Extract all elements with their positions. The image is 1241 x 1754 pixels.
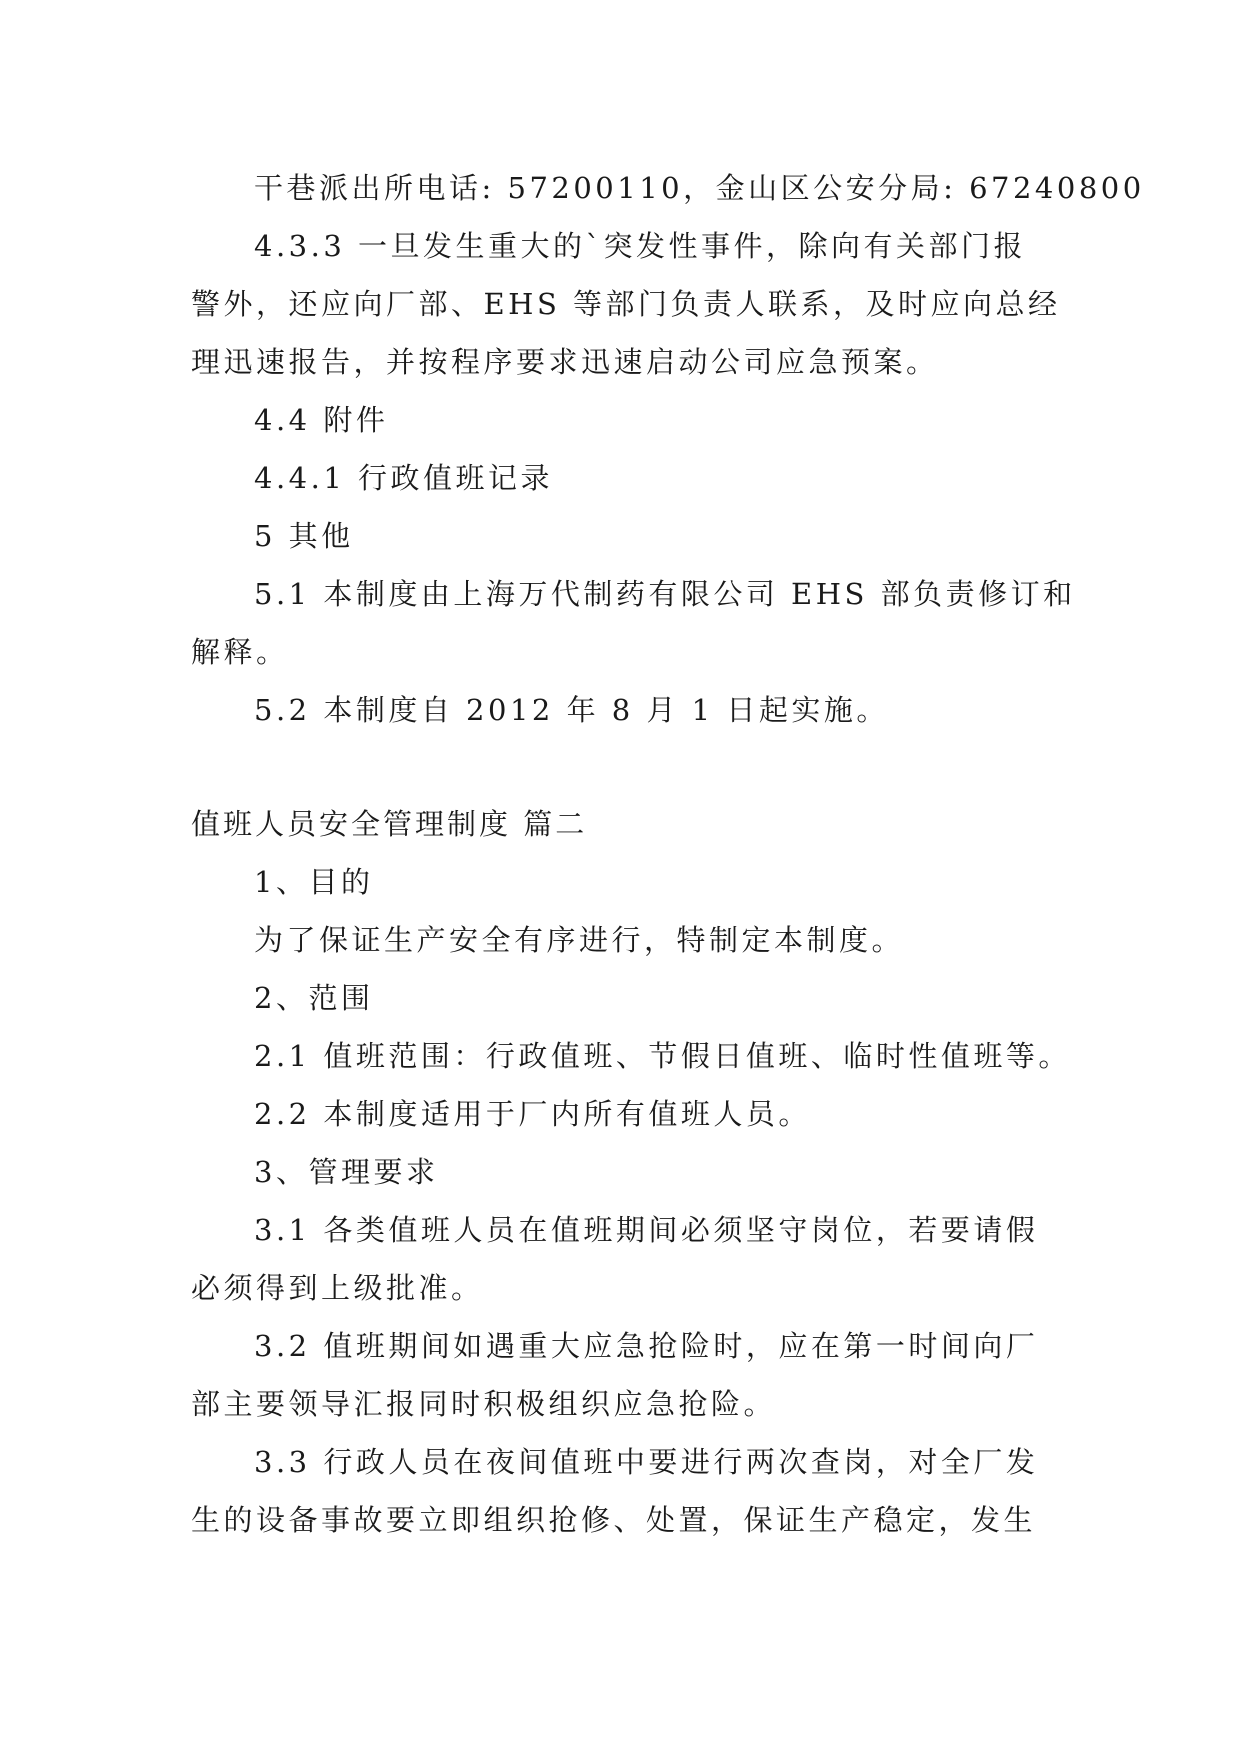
- clause-5-1-line-1: 5.1 本制度由上海万代制药有限公司 EHS 部负责修订和: [254, 577, 1076, 611]
- section-2-heading: 2、范围: [254, 981, 374, 1015]
- purpose-text: 为了保证生产安全有序进行，特制定本制度。: [254, 923, 905, 957]
- section-5-heading: 5 其他: [254, 519, 354, 553]
- section-1-heading: 1、目的: [254, 865, 374, 899]
- clause-3-1-line-2: 必须得到上级批准。: [191, 1271, 484, 1305]
- section-3-heading: 3、管理要求: [254, 1155, 439, 1189]
- clause-4-3-3-line-3: 理迅速报告，并按程序要求迅速启动公司应急预案。: [191, 345, 939, 379]
- clause-3-2-line-1: 3.2 值班期间如遇重大应急抢险时，应在第一时间向厂: [254, 1329, 1039, 1363]
- clause-3-3-line-1: 3.3 行政人员在夜间值班中要进行两次查岗，对全厂发: [254, 1445, 1039, 1479]
- clause-2-1: 2.1 值班范围：行政值班、节假日值班、临时性值班等。: [254, 1039, 1071, 1073]
- clause-4-3-3-line-1: 4.3.3 一旦发生重大的`突发性事件，除向有关部门报: [254, 229, 1027, 263]
- clause-4-3-3-line-2: 警外，还应向厂部、EHS 等部门负责人联系，及时应向总经: [191, 287, 1061, 321]
- phone-numbers-line: 干巷派出所电话: 57200110，金山区公安分局: 67240800: [254, 171, 1145, 205]
- clause-3-3-line-2: 生的设备事故要立即组织抢修、处置，保证生产稳定，发生: [191, 1503, 1037, 1537]
- section-4-4-heading: 4.4 附件: [254, 403, 389, 437]
- clause-3-1-line-1: 3.1 各类值班人员在值班期间必须坚守岗位，若要请假: [254, 1213, 1039, 1247]
- clause-4-4-1: 4.4.1 行政值班记录: [254, 461, 554, 495]
- clause-5-1-line-2: 解释。: [191, 635, 289, 669]
- clause-3-2-line-2: 部主要领导汇报同时积极组织应急抢险。: [191, 1387, 777, 1421]
- article-title: 值班人员安全管理制度 篇二: [191, 807, 588, 841]
- clause-2-2: 2.2 本制度适用于厂内所有值班人员。: [254, 1097, 811, 1131]
- clause-5-2: 5.2 本制度自 2012 年 8 月 1 日起实施。: [254, 693, 889, 727]
